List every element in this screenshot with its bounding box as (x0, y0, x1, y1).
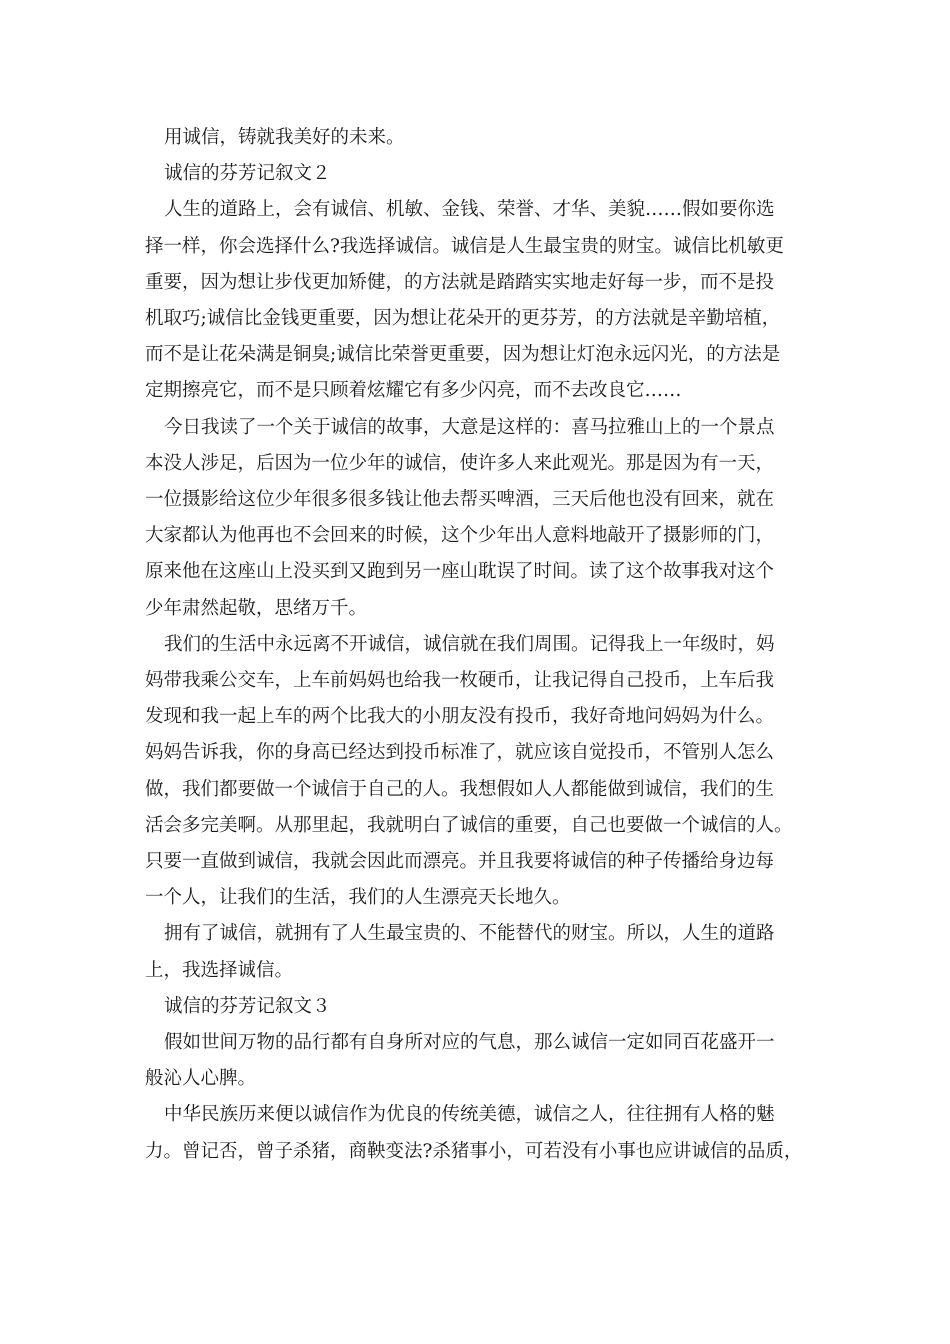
heading-text: 诚信的芬芳记叙文２ (164, 163, 331, 185)
text-line: 般沁人心脾。 (145, 1068, 257, 1090)
text-line: 上，我选择诚信。 (145, 959, 294, 981)
text-line: 择一样，你会选择什么?我选择诚信。诚信是人生最宝贵的财宝。诚信比机敏更 (145, 235, 784, 257)
document-body (145, 120, 809, 1170)
paragraph (145, 1025, 809, 1097)
paragraph (145, 1097, 809, 1169)
paragraph (145, 916, 809, 988)
paragraph (145, 192, 809, 409)
heading-text: 诚信的芬芳记叙文３ (164, 995, 331, 1017)
text-line: 拥有了诚信，就拥有了人生最宝贵的、不能替代的财宝。所以，人生的道路 (164, 923, 775, 945)
paragraph (145, 120, 809, 156)
text-line: 而不是让花朵满是铜臭;诚信比荣誉更重要，因为想让灯泡永远闪光，的方法是 (145, 344, 781, 366)
text-line: 重要，因为想让步伐更加矫健，的方法就是踏踏实实地走好每一步，而不是投 (145, 271, 775, 293)
text-line: 假如世间万物的品行都有自身所对应的气息，那么诚信一定如同百花盛开一 (164, 1032, 775, 1054)
text-line: 一位摄影给这位少年很多很多钱让他去帮买啤酒，三天后他也没有回来，就在 (145, 489, 775, 511)
text-line: 一个人，让我们的生活，我们的人生漂亮天长地久。 (145, 887, 571, 909)
paragraph (145, 627, 809, 917)
text-line: 只要一直做到诚信，我就会因此而漂亮。并且我要将诚信的种子传播给身边每 (145, 851, 775, 873)
text-line: 人生的道路上，会有诚信、机敏、金钱、荣誉、才华、美貌……假如要你选 (164, 199, 775, 221)
text-line: 发现和我一起上车的两个比我大的小朋友没有投币，我好奇地问妈妈为什么。 (145, 706, 775, 728)
section-heading (145, 156, 809, 192)
text-line: 原来他在这座山上没买到又跑到另一座山耽误了时间。读了这个故事我对这个 (145, 561, 775, 583)
text-line: 活会多完美啊。从那里起，我就明白了诚信的重要，自己也要做一个诚信的人。 (145, 814, 793, 836)
text-line: 少年肃然起敬，思绪万千。 (145, 597, 368, 619)
text-line: 今日我读了一个关于诚信的故事，大意是这样的：喜马拉雅山上的一个景点 (164, 416, 775, 438)
section-heading (145, 989, 809, 1025)
text-line: 妈妈告诉我，你的身高已经达到投币标准了，就应该自觉投币，不管别人怎么 (145, 742, 775, 764)
text-line: 做，我们都要做一个诚信于自己的人。我想假如人人都能做到诚信，我们的生 (145, 778, 775, 800)
text-line: 本没人涉足，后因为一位少年的诚信，使许多人来此观光。那是因为有一天， (145, 452, 775, 474)
text-line: 力。曾记否，曾子杀猪，商鞅变法?杀猪事小，可若没有小事也应讲诚信的品质， (145, 1140, 803, 1162)
paragraph (145, 410, 809, 627)
text-line: 中华民族历来便以诚信作为优良的传统美德，诚信之人，往往拥有人格的魅 (164, 1104, 775, 1126)
text-line: 用诚信，铸就我美好的未来。 (164, 127, 405, 148)
text-line: 定期擦亮它，而不是只顾着炫耀它有多少闪亮，而不去改良它…… (145, 380, 682, 402)
text-line: 机取巧;诚信比金钱更重要，因为想让花朵开的更芬芳，的方法就是辛勤培植， (145, 308, 781, 330)
text-line: 我们的生活中永远离不开诚信，诚信就在我们周围。记得我上一年级时，妈 (164, 633, 775, 655)
text-line: 大家都认为他再也不会回来的时候，这个少年出人意料地敲开了摄影师的门， (145, 525, 775, 547)
text-line: 妈带我乘公交车，上车前妈妈也给我一枚硬币，让我记得自己投币，上车后我 (145, 670, 775, 692)
